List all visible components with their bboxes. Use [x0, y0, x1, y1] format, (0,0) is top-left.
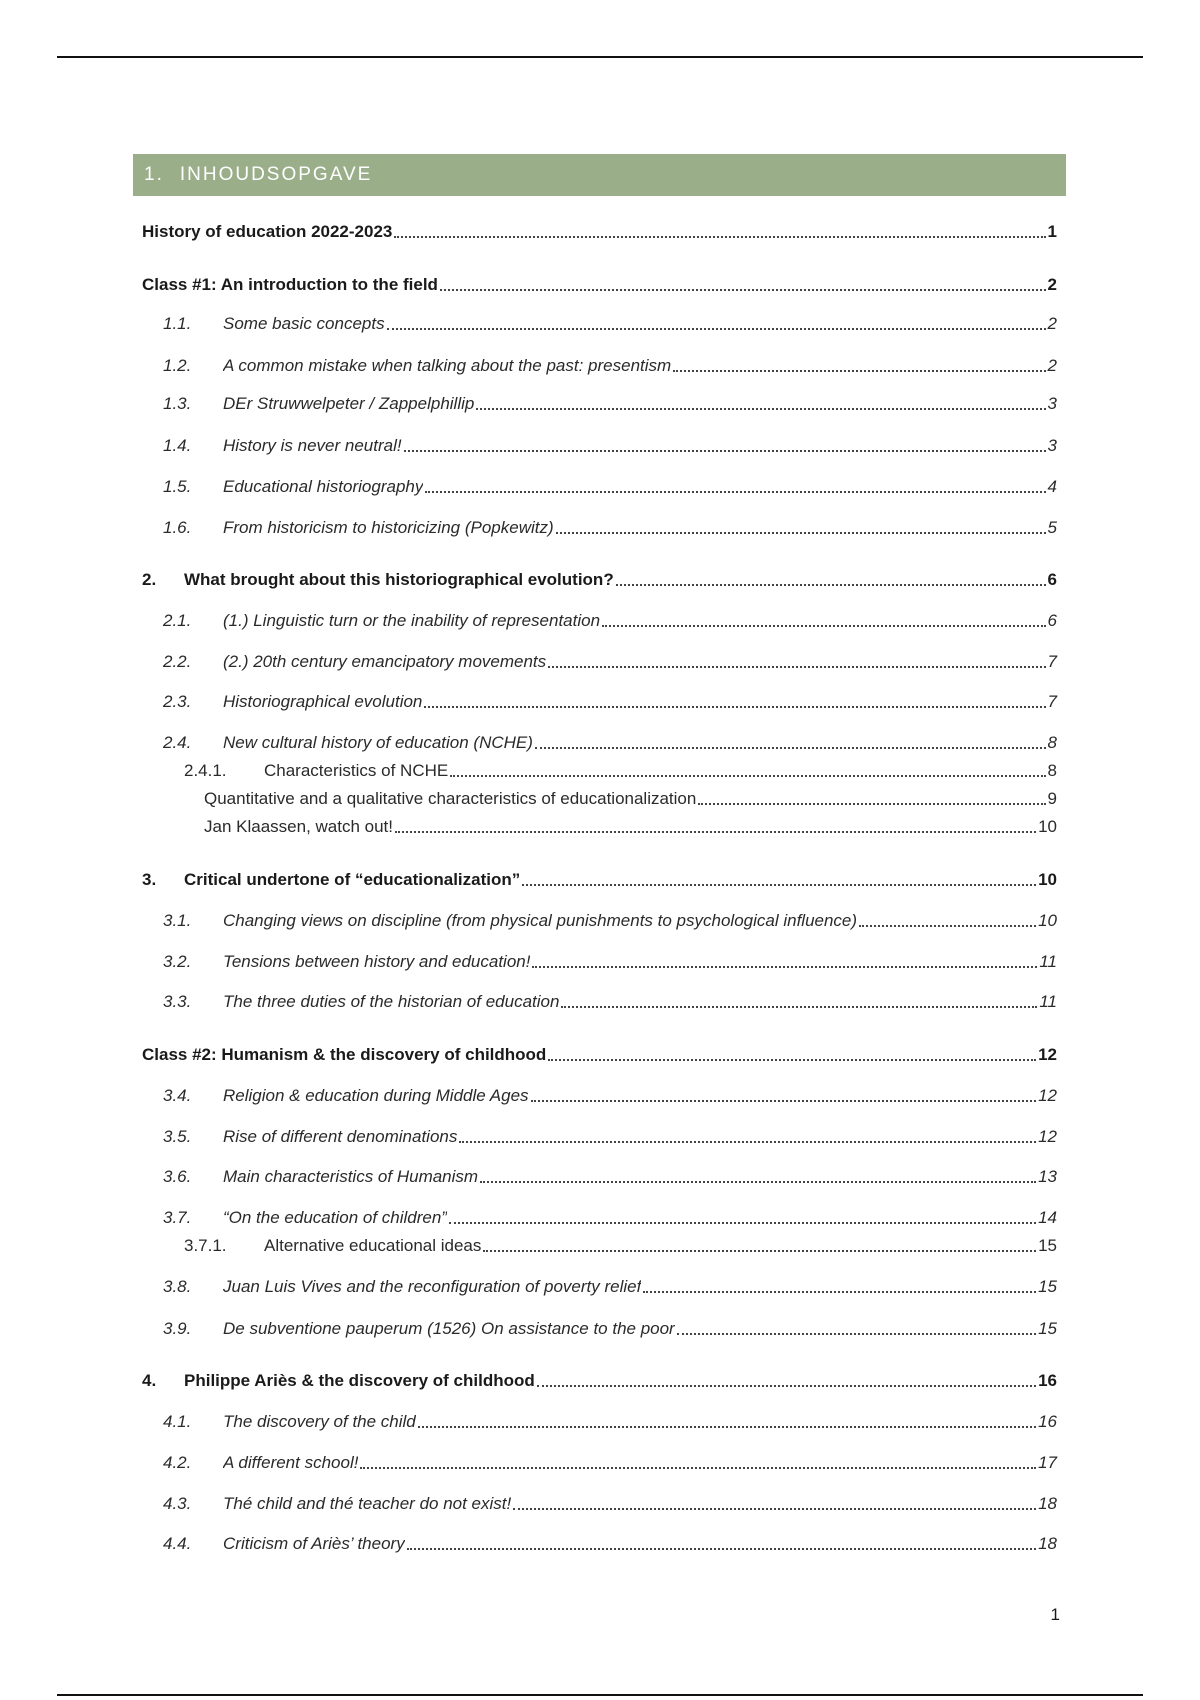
toc-entry-title: Philippe Ariès & the discovery of childhood — [184, 1371, 535, 1390]
toc-entry-title: The discovery of the child — [223, 1412, 416, 1431]
toc-leader-dots — [418, 1426, 1036, 1428]
toc-entry[interactable] — [163, 435, 1057, 457]
toc-entry-number: 1.2. — [163, 356, 192, 375]
toc-entry-page: 4 — [1047, 477, 1057, 496]
toc-entry-number: 1.6. — [163, 518, 192, 537]
toc-leader-dots — [360, 1467, 1036, 1469]
toc-entry-title: DEr Struwwelpeter / Zappelphillip — [223, 394, 475, 413]
toc-entry-title: Critical undertone of “educationalization” — [184, 870, 521, 889]
toc-heading-number: 1. — [144, 164, 164, 185]
toc-entry-title: Jan Klaassen, watch out! — [204, 817, 394, 836]
toc-entry-title: History is never neutral! — [223, 436, 402, 455]
toc-entry[interactable] — [204, 816, 1057, 838]
toc-leader-dots — [476, 408, 1045, 410]
toc-leader-dots — [616, 584, 1046, 586]
page-number: 1 — [1050, 1605, 1060, 1624]
toc-entry-page: 18 — [1038, 1534, 1057, 1553]
toc-entry-page: 16 — [1038, 1412, 1057, 1431]
toc-entry-title: (1.) Linguistic turn or the inability of representation — [223, 611, 601, 630]
toc-entry-title: Rise of different denominations — [223, 1127, 458, 1146]
toc-entry-title: History of education 2022-2023 — [142, 222, 393, 241]
toc-entry-number: 3.2. — [163, 952, 192, 971]
toc-entry-title: “On the education of children” — [223, 1208, 447, 1227]
toc-leader-dots — [556, 532, 1046, 534]
toc-entry-title: Juan Luis Vives and the reconfiguration of poverty relief — [223, 1277, 642, 1296]
toc-entry-title: Historiographical evolution — [223, 692, 423, 711]
toc-entry[interactable] — [163, 517, 1057, 539]
toc-entry-title: What brought about this historiographical evolution? — [184, 570, 614, 589]
toc-entry-page: 8 — [1047, 761, 1057, 780]
toc-entry[interactable] — [163, 1207, 1057, 1229]
toc-leader-dots — [859, 925, 1036, 927]
toc-entry[interactable] — [163, 1533, 1057, 1555]
toc-entry[interactable] — [142, 569, 1057, 591]
toc-entry[interactable] — [142, 1044, 1057, 1066]
toc-leader-dots — [513, 1508, 1036, 1510]
toc-entry-page: 10 — [1038, 911, 1057, 930]
toc-entry[interactable] — [163, 1493, 1057, 1515]
toc-entry[interactable] — [163, 691, 1057, 713]
toc-entry[interactable] — [163, 651, 1057, 673]
toc-entry-page: 9 — [1047, 789, 1057, 808]
toc-entry-number: 1.5. — [163, 477, 192, 496]
toc-entry[interactable] — [163, 1085, 1057, 1107]
toc-entry[interactable] — [184, 760, 1057, 782]
toc-entry-page: 10 — [1038, 817, 1057, 836]
toc-entry-number: 3.1. — [163, 911, 192, 930]
toc-entry-page: 14 — [1038, 1208, 1057, 1227]
toc-entry-page: 8 — [1047, 733, 1057, 752]
toc-entry-title: Religion & education during Middle Ages — [223, 1086, 529, 1105]
toc-entry-page: 7 — [1047, 692, 1057, 711]
toc-entry[interactable] — [163, 313, 1057, 335]
toc-entry-page: 6 — [1047, 611, 1057, 630]
toc-entry-number: 1.3. — [163, 394, 192, 413]
toc-entry-title: De subventione pauperum (1526) On assistance to the poor — [223, 1319, 675, 1338]
toc-entry-number: 2.4.1. — [184, 761, 227, 780]
toc-entry-title: A common mistake when talking about the past: presentism — [223, 356, 672, 375]
toc-entry[interactable] — [142, 221, 1057, 243]
toc-entry[interactable] — [142, 869, 1057, 891]
toc-entry-number: 2.3. — [163, 692, 192, 711]
toc-leader-dots — [387, 328, 1046, 330]
toc-entry[interactable] — [163, 393, 1057, 415]
toc-entry-title: Quantitative and a qualitative characteristics of educationalization — [204, 789, 697, 808]
toc-entry-number: 3.9. — [163, 1319, 192, 1338]
toc-entry-number: 2. — [142, 570, 157, 589]
toc-entry-title: Class #1: An introduction to the field — [142, 275, 438, 294]
toc-entry-title: Thé child and thé teacher do not exist! — [223, 1494, 512, 1513]
toc-entry-number: 3.7.1. — [184, 1236, 227, 1255]
toc-entry-number: 2.2. — [163, 652, 192, 671]
toc-leader-dots — [522, 884, 1036, 886]
toc-entry-title: Class #2: Humanism & the discovery of childhood — [142, 1045, 547, 1064]
toc-leader-dots — [537, 1385, 1036, 1387]
toc-entry-page: 15 — [1038, 1236, 1057, 1255]
toc-entry[interactable] — [184, 1235, 1057, 1257]
toc-leader-dots — [532, 966, 1037, 968]
footer-rule — [57, 1694, 1143, 1696]
toc-leader-dots — [698, 803, 1045, 805]
toc-leader-dots — [449, 1222, 1036, 1224]
toc-leader-dots — [535, 747, 1046, 749]
toc-entry-page: 3 — [1047, 436, 1057, 455]
toc-entry-page: 18 — [1038, 1494, 1057, 1513]
toc-leader-dots — [424, 706, 1045, 708]
toc-leader-dots — [440, 289, 1046, 291]
toc-entry-page: 15 — [1038, 1319, 1057, 1338]
toc-entry[interactable] — [142, 274, 1057, 296]
toc-entry-page: 6 — [1047, 570, 1057, 589]
toc-entry-number: 4.1. — [163, 1412, 192, 1431]
toc-leader-dots — [602, 625, 1046, 627]
toc-entry[interactable] — [163, 1126, 1057, 1148]
toc-leader-dots — [548, 1059, 1036, 1061]
toc-entry-title: Alternative educational ideas — [264, 1236, 482, 1255]
toc-entry-number: 3.7. — [163, 1208, 192, 1227]
toc-entry[interactable] — [163, 1276, 1057, 1298]
toc-leader-dots — [480, 1181, 1036, 1183]
toc-entry[interactable] — [163, 476, 1057, 498]
toc-entry-number: 4.3. — [163, 1494, 192, 1513]
toc-entry-title: Characteristics of NCHE — [264, 761, 449, 780]
toc-entry[interactable] — [163, 951, 1057, 973]
toc-entry-number: 3. — [142, 870, 157, 889]
toc-leader-dots — [643, 1291, 1036, 1293]
toc-entry[interactable] — [163, 910, 1057, 932]
toc-entry[interactable] — [163, 991, 1057, 1013]
toc-entry-title: A different school! — [223, 1453, 359, 1472]
toc-leader-dots — [673, 370, 1045, 372]
toc-entry-number: 4. — [142, 1371, 157, 1390]
toc-leader-dots — [450, 775, 1045, 777]
toc-entry-title: New cultural history of education (NCHE) — [223, 733, 533, 752]
toc-entry-number: 3.4. — [163, 1086, 192, 1105]
toc-entry-page: 10 — [1038, 870, 1057, 889]
toc-leader-dots — [407, 1548, 1036, 1550]
toc-entry-page: 15 — [1038, 1277, 1057, 1296]
toc-entry-page: 7 — [1047, 652, 1057, 671]
toc-entry-title: (2.) 20th century emancipatory movements — [223, 652, 547, 671]
toc-entry-title: The three duties of the historian of education — [223, 992, 560, 1011]
toc-entry-title: Some basic concepts — [223, 314, 385, 333]
toc-entry[interactable] — [163, 1166, 1057, 1188]
toc-entry[interactable] — [163, 1452, 1057, 1474]
toc-leader-dots — [677, 1333, 1036, 1335]
toc-entry[interactable] — [163, 732, 1057, 754]
toc-entry-number: 4.2. — [163, 1453, 192, 1472]
toc-entry-number: 1.1. — [163, 314, 192, 333]
toc-entry-page: 2 — [1047, 275, 1057, 294]
toc-entry-page: 11 — [1039, 992, 1057, 1011]
toc-entry-title: Criticism of Ariès’ theory — [223, 1534, 405, 1553]
toc-leader-dots — [459, 1141, 1036, 1143]
toc-leader-dots — [548, 666, 1045, 668]
toc-entry[interactable] — [163, 1318, 1057, 1340]
toc-entry-number: 3.5. — [163, 1127, 192, 1146]
toc-entry-page: 2 — [1047, 314, 1057, 333]
toc-entry[interactable] — [163, 1411, 1057, 1433]
toc-entry-page: 5 — [1047, 518, 1057, 537]
toc-entry-page: 11 — [1039, 952, 1057, 971]
toc-entry-page: 17 — [1038, 1453, 1057, 1472]
toc-leader-dots — [395, 831, 1036, 833]
toc-entry-title: From historicism to historicizing (Popkewitz) — [223, 518, 554, 537]
toc-entry-title: Changing views on discipline (from physical punishments to psychological influence) — [223, 911, 858, 930]
toc-entry-title: Educational historiography — [223, 477, 424, 496]
toc-leader-dots — [531, 1100, 1037, 1102]
toc-entry-number: 2.1. — [163, 611, 192, 630]
toc-entry-page: 12 — [1038, 1086, 1057, 1105]
toc-entry-page: 3 — [1047, 394, 1057, 413]
toc-entry-page: 13 — [1038, 1167, 1057, 1186]
toc-entry-page: 16 — [1038, 1371, 1057, 1390]
toc-entry-number: 3.3. — [163, 992, 192, 1011]
toc-entry-number: 4.4. — [163, 1534, 192, 1553]
toc-entry-page: 2 — [1047, 356, 1057, 375]
toc-heading-title: INHOUDSOPGAVE — [179, 164, 373, 185]
toc-entry-page: 1 — [1047, 222, 1057, 241]
toc-entry-title: Tensions between history and education! — [223, 952, 531, 971]
toc-entry-number: 3.8. — [163, 1277, 192, 1296]
toc-entry[interactable] — [163, 610, 1057, 632]
toc-leader-dots — [394, 236, 1045, 238]
toc-leader-dots — [404, 450, 1046, 452]
toc-entry[interactable] — [142, 1370, 1057, 1392]
toc-entry-title: Main characteristics of Humanism — [223, 1167, 479, 1186]
toc-entry-page: 12 — [1038, 1045, 1057, 1064]
toc-entry-number: 3.6. — [163, 1167, 192, 1186]
toc-entry-number: 1.4. — [163, 436, 192, 455]
toc-leader-dots — [425, 491, 1045, 493]
toc-leader-dots — [483, 1250, 1036, 1252]
toc-entry[interactable] — [163, 355, 1057, 377]
toc-entry[interactable] — [204, 788, 1057, 810]
toc-entry-number: 2.4. — [163, 733, 192, 752]
toc-entry-page: 12 — [1038, 1127, 1057, 1146]
toc-leader-dots — [561, 1006, 1037, 1008]
